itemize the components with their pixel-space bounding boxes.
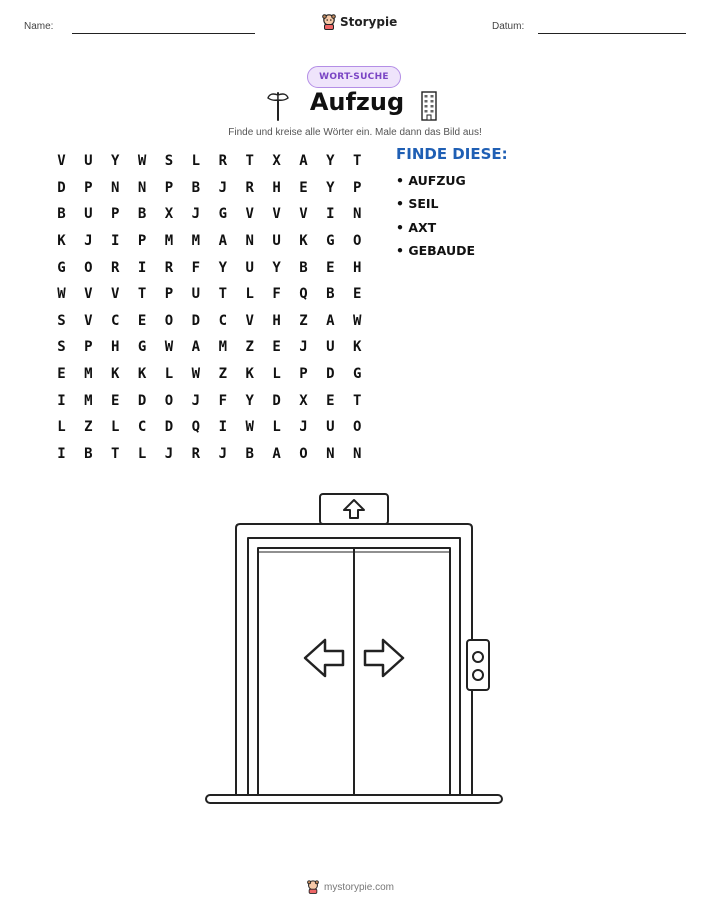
- grid-letter: Y: [326, 153, 335, 170]
- grid-letter: V: [299, 206, 308, 223]
- date-label: Datum:: [492, 21, 525, 32]
- grid-letter: Q: [299, 286, 308, 303]
- grid-letter: D: [137, 392, 147, 409]
- floor-base: [206, 795, 502, 803]
- grid-letter: N: [353, 206, 362, 223]
- footer-url: mystorypie.com: [324, 881, 395, 893]
- grid-letter: X: [164, 206, 174, 223]
- grid-letter: M: [218, 339, 227, 356]
- grid-letter: C: [111, 312, 120, 329]
- grid-letter: Z: [299, 312, 308, 329]
- grid-letter: L: [111, 419, 120, 436]
- grid-letter: T: [137, 286, 147, 303]
- grid-letter: A: [299, 153, 308, 170]
- grid-letter: J: [84, 233, 93, 250]
- grid-letter: S: [164, 153, 174, 170]
- grid-letter: W: [245, 419, 254, 436]
- grid-letter: Y: [218, 259, 227, 276]
- grid-letter: I: [137, 259, 147, 276]
- grid-letter: P: [84, 339, 93, 356]
- grid-letter: E: [326, 259, 335, 276]
- grid-letter: N: [111, 179, 120, 196]
- grid-letter: Z: [218, 366, 227, 383]
- grid-letter: U: [245, 259, 254, 276]
- grid-letter: M: [191, 233, 201, 250]
- grid-letter: Y: [326, 179, 335, 196]
- grid-letter: J: [191, 206, 201, 223]
- grid-letter: I: [218, 419, 227, 436]
- word-list-title: FINDE DIESE:: [396, 145, 508, 163]
- grid-letter: O: [164, 392, 174, 409]
- grid-letter: D: [57, 179, 66, 196]
- grid-letter: P: [164, 179, 174, 196]
- grid-letter: A: [272, 445, 281, 462]
- grid-letter: H: [272, 179, 281, 196]
- storypie-mascot-icon: [307, 880, 319, 894]
- footer: [307, 880, 394, 894]
- grid-letter: M: [164, 233, 174, 250]
- grid-letter: V: [245, 312, 254, 329]
- grid-letter: O: [164, 312, 174, 329]
- grid-letter: R: [164, 259, 174, 276]
- grid-letter: P: [353, 179, 362, 196]
- grid-letter: H: [272, 312, 281, 329]
- grid-letter: W: [57, 286, 66, 303]
- grid-letter: B: [245, 445, 254, 462]
- grid-letter: O: [299, 445, 308, 462]
- grid-letter: E: [299, 179, 308, 196]
- brand-logo: [322, 12, 397, 32]
- grid-letter: K: [299, 233, 308, 250]
- grid-letter: B: [299, 259, 308, 276]
- grid-letter: K: [353, 339, 362, 356]
- call-button-panel: [467, 640, 489, 690]
- letter-grid: [48, 148, 371, 467]
- grid-letter: Z: [245, 339, 254, 356]
- grid-letter: F: [191, 259, 201, 276]
- grid-letter: T: [353, 153, 362, 170]
- grid-letter: W: [137, 153, 147, 170]
- grid-letter: I: [57, 392, 66, 409]
- grid-letter: U: [326, 419, 335, 436]
- page-title: Aufzug: [309, 88, 405, 116]
- word-item: • AXT: [396, 219, 437, 235]
- grid-letter: A: [191, 339, 201, 356]
- grid-letter: E: [326, 392, 335, 409]
- grid-letter: L: [245, 286, 254, 303]
- grid-letter: E: [353, 286, 362, 303]
- grid-letter: U: [84, 153, 93, 170]
- grid-letter: I: [326, 206, 335, 223]
- grid-letter: P: [137, 233, 147, 250]
- brand-name: Storypie: [340, 15, 398, 29]
- name-line: [72, 33, 255, 34]
- grid-letter: D: [191, 312, 201, 329]
- grid-letter: A: [218, 233, 227, 250]
- grid-letter: E: [57, 366, 66, 383]
- grid-letter: J: [164, 445, 174, 462]
- grid-letter: R: [245, 179, 254, 196]
- grid-letter: K: [57, 233, 66, 250]
- grid-letter: V: [245, 206, 254, 223]
- grid-letter: J: [218, 445, 227, 462]
- grid-letter: B: [326, 286, 335, 303]
- grid-letter: R: [191, 445, 201, 462]
- grid-letter: J: [299, 419, 308, 436]
- grid-letter: K: [245, 366, 254, 383]
- grid-letter: F: [218, 392, 227, 409]
- elevator-illustration: [200, 490, 510, 810]
- grid-letter: G: [137, 339, 147, 356]
- grid-letter: V: [272, 206, 281, 223]
- grid-letter: N: [326, 445, 335, 462]
- grid-letter: C: [218, 312, 227, 329]
- grid-letter: U: [84, 206, 93, 223]
- category-badge: WORT-SUCHE: [307, 66, 401, 88]
- grid-letter: Y: [272, 259, 281, 276]
- grid-letter: K: [137, 366, 147, 383]
- grid-letter: M: [84, 366, 93, 383]
- grid-letter: D: [272, 392, 281, 409]
- grid-letter: X: [272, 153, 281, 170]
- grid-letter: B: [84, 445, 93, 462]
- building-icon: [420, 91, 438, 121]
- grid-letter: L: [272, 366, 281, 383]
- grid-letter: P: [84, 179, 93, 196]
- grid-letter: L: [57, 419, 66, 436]
- grid-letter: U: [326, 339, 335, 356]
- grid-letter: B: [137, 206, 147, 223]
- grid-letter: H: [111, 339, 120, 356]
- grid-letter: P: [164, 286, 174, 303]
- grid-letter: O: [84, 259, 93, 276]
- grid-letter: P: [299, 366, 308, 383]
- grid-letter: L: [164, 366, 174, 383]
- grid-letter: V: [111, 286, 120, 303]
- grid-letter: C: [137, 419, 147, 436]
- grid-letter: N: [245, 233, 254, 250]
- grid-letter: K: [111, 366, 120, 383]
- grid-letter: G: [326, 233, 335, 250]
- grid-letter: O: [353, 233, 362, 250]
- grid-letter: R: [111, 259, 120, 276]
- grid-letter: R: [218, 153, 227, 170]
- grid-letter: W: [164, 339, 174, 356]
- grid-letter: B: [57, 206, 66, 223]
- grid-letter: G: [218, 206, 227, 223]
- grid-letter: N: [353, 445, 362, 462]
- grid-letter: L: [272, 419, 281, 436]
- grid-letter: A: [326, 312, 335, 329]
- word-list: [396, 172, 475, 265]
- word-item: • SEIL: [396, 196, 439, 212]
- grid-letter: T: [111, 445, 120, 462]
- grid-letter: S: [57, 339, 66, 356]
- grid-letter: W: [353, 312, 362, 329]
- storypie-mascot-icon: [322, 14, 336, 30]
- instructions: Finde und kreise alle Wörter ein. Male dann das Bild aus!: [228, 127, 482, 138]
- grid-letter: U: [272, 233, 281, 250]
- grid-letter: T: [245, 153, 254, 170]
- grid-letter: S: [57, 312, 66, 329]
- grid-letter: I: [57, 445, 66, 462]
- grid-letter: J: [191, 392, 201, 409]
- grid-letter: O: [353, 419, 362, 436]
- grid-letter: Y: [111, 153, 120, 170]
- grid-letter: M: [84, 392, 93, 409]
- grid-letter: J: [218, 179, 227, 196]
- grid-letter: L: [191, 153, 201, 170]
- grid-letter: P: [111, 206, 120, 223]
- grid-letter: W: [191, 366, 201, 383]
- grid-letter: U: [191, 286, 201, 303]
- grid-letter: I: [111, 233, 120, 250]
- grid-letter: T: [218, 286, 227, 303]
- grid-letter: V: [84, 312, 93, 329]
- axe-icon: [266, 89, 290, 121]
- grid-letter: V: [84, 286, 93, 303]
- grid-letter: H: [353, 259, 362, 276]
- grid-letter: E: [111, 392, 120, 409]
- name-label: Name:: [24, 21, 54, 32]
- grid-letter: V: [57, 153, 66, 170]
- word-item: • AUFZUG: [396, 173, 466, 188]
- grid-letter: T: [353, 392, 362, 409]
- grid-letter: G: [57, 259, 66, 276]
- grid-letter: D: [326, 366, 335, 383]
- grid-letter: X: [299, 392, 308, 409]
- grid-letter: D: [164, 419, 174, 436]
- grid-letter: G: [353, 366, 362, 383]
- grid-letter: Q: [191, 419, 201, 436]
- grid-letter: J: [299, 339, 308, 356]
- word-item: • GEBAUDE: [396, 242, 476, 258]
- grid-letter: B: [191, 179, 201, 196]
- grid-letter: Y: [245, 392, 254, 409]
- grid-letter: Z: [84, 419, 93, 436]
- grid-letter: E: [272, 339, 281, 356]
- grid-letter: N: [137, 179, 147, 196]
- date-line: [538, 33, 686, 34]
- grid-letter: E: [137, 312, 147, 329]
- grid-letter: L: [137, 445, 147, 462]
- grid-letter: F: [272, 286, 281, 303]
